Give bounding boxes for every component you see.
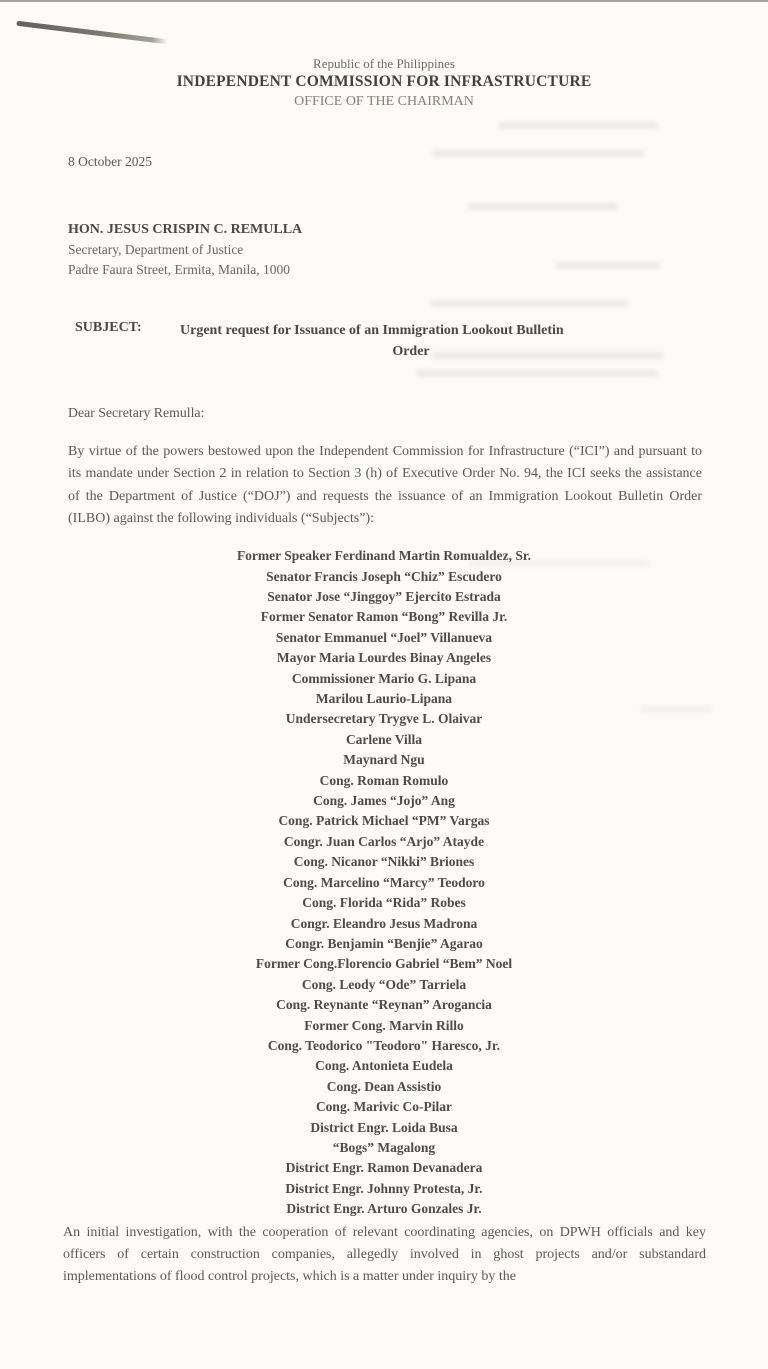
bleed-through-artifact	[430, 300, 628, 307]
subject-name: Mayor Maria Lourdes Binay Angeles	[276, 650, 492, 666]
subject-block	[75, 320, 768, 362]
subject-name: District Engr. Loida Busa	[310, 1119, 458, 1135]
subject-name: Congr. Eleandro Jesus Madrona	[290, 915, 478, 931]
subject-name: Congr. Juan Carlos “Arjo” Atayde	[283, 833, 485, 849]
subject-name: District Engr. Arturo Gonzales Jr.	[286, 1201, 482, 1217]
subject-line-2: Order	[392, 344, 430, 359]
bleed-through-artifact	[432, 352, 664, 359]
recipient-name: HON. JESUS CRISPIN C. REMULLA	[68, 222, 303, 237]
letterhead-republic-line: Republic of the Philippines	[313, 56, 455, 71]
letterhead-office-line: OFFICE OF THE CHAIRMAN	[294, 94, 474, 109]
subject-name: Senator Jose “Jinggoy” Ejercito Estrada	[267, 589, 501, 604]
letterhead	[0, 0, 768, 111]
body-paragraph-2: An initial investigation, with the cooperation of relevant coordinating agencies, on DPWH officials and key officers of certain construction companies, allegedly involved in ghost projects and/or substandard implementations of flood control projects, which is a matter under inquiry by the	[63, 1224, 706, 1284]
subject-name: Commissioner Mario G. Lipana	[291, 670, 477, 686]
subject-name: Former Senator Ramon “Bong” Revilla Jr.	[260, 609, 508, 625]
subject-name: Former Cong.Florencio Gabriel “Bem” Noel	[255, 956, 513, 972]
subject-name: Cong. Antonieta Eudela	[315, 1058, 453, 1074]
subject-name: “Bogs” Magalong	[332, 1139, 436, 1155]
body-paragraph-1: By virtue of the powers bestowed upon the Independent Commission for Infrastructure (“ICI”) and pursuant to its mandate under Section 2 in relation to Section 3 (h) of Executive Order No. 94, the ICI seeks the assistance of the Department of Justice (“DOJ”) and requests the issuance of an Immigration Lookout Bulletin Order (ILBO) against the following individuals (“Subjects”):	[68, 444, 702, 526]
subject-name: Cong. Marcelino “Marcy” Teodoro	[283, 874, 485, 890]
subject-name: Cong. Dean Assistio	[326, 1078, 442, 1094]
subject-name: District Engr. Ramon Devanadera	[285, 1160, 483, 1176]
letter-date: 8 October 2025	[68, 154, 152, 169]
subject-name: Carlene Villa	[345, 731, 423, 747]
subject-name: Senator Emmanuel “Joel” Villanueva	[275, 629, 493, 645]
subject-name: Cong. Teodorico "Teodoro" Haresco, Jr.	[267, 1037, 501, 1053]
scan-top-edge	[0, 0, 768, 2]
bleed-through-artifact	[416, 370, 658, 377]
recipient-title: Secretary, Department of Justice	[68, 242, 244, 257]
subject-name: Cong. Roman Romulo	[319, 772, 449, 788]
recipient-block	[68, 220, 768, 280]
bleed-through-artifact	[432, 150, 644, 157]
subject-name: Senator Francis Joseph “Chiz” Escudero	[266, 568, 502, 584]
subjects-list	[0, 546, 768, 1219]
subject-name: Undersecretary Trygve L. Olaivar	[285, 711, 483, 727]
subject-name: Cong. Leody “Ode” Tarriela	[301, 976, 467, 992]
subject-name: Cong. Patrick Michael “PM” Vargas	[278, 813, 490, 829]
subject-name: Congr. Benjamin “Benjie” Agarao	[285, 935, 483, 951]
subject-name: Cong. Marivic Co-Pilar	[315, 1099, 453, 1115]
bleed-through-artifact	[468, 203, 618, 210]
subject-name: Cong. Reynante “Reynan” Arogancia	[276, 997, 492, 1013]
bleed-through-artifact	[640, 706, 712, 713]
bleed-through-artifact	[556, 262, 660, 269]
letterhead-commission-name: INDEPENDENT COMMISSION FOR INFRASTRUCTURE	[176, 73, 592, 90]
subject-name: Marilou Laurio-Lipana	[315, 691, 453, 707]
subject-name: Maynard Ngu	[343, 752, 425, 768]
bleed-through-artifact	[498, 122, 658, 129]
subject-name: District Engr. Johnny Protesta, Jr.	[285, 1180, 483, 1196]
subject-label: SUBJECT:	[75, 320, 142, 335]
subject-name: Former Speaker Ferdinand Martin Romualdez, Sr.	[236, 548, 532, 564]
subject-name: Cong. Nicanor “Nikki” Briones	[293, 854, 475, 870]
recipient-address: Padre Faura Street, Ermita, Manila, 1000	[68, 262, 290, 277]
subject-name: Former Cong. Marvin Rillo	[304, 1017, 464, 1033]
bleed-through-artifact	[470, 560, 650, 567]
subject-line-1: Urgent request for Issuance of an Immigration Lookout Bulletin	[180, 323, 564, 338]
subject-name: Cong. Florida “Rida” Robes	[302, 895, 466, 911]
salutation: Dear Secretary Remulla:	[68, 405, 205, 420]
subject-name: Cong. James “Jojo” Ang	[313, 793, 455, 809]
